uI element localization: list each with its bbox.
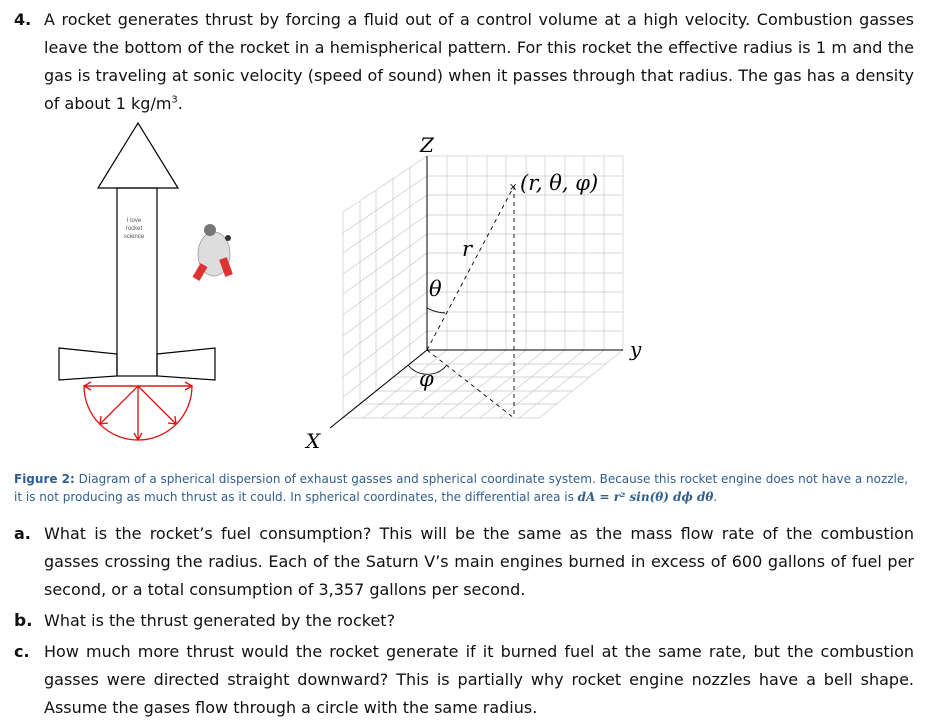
question-list [14,520,914,725]
question-c-text: How much more thrust would the rocket generate if it burned fuel at the same rate, but the combustion gasses were directed straight downward? This is partially why rocket engine nozzles have a bell shape. Assume the gases flow through a circle with the same radius. [44,642,914,717]
question-a [14,520,914,604]
caption-end: . [713,490,718,504]
question-b-text: What is the thrust generated by the rocket? [44,611,396,630]
exhaust-hemisphere [84,382,192,440]
grid-left-wall [343,156,427,418]
question-b-letter: b. [14,611,33,631]
rocket-label-line-1: I love [126,218,142,224]
caption-formula: dA = r² sin(θ) dϕ dθ [577,490,714,504]
phi-label: φ [419,367,434,391]
question-c-letter: c. [14,642,30,661]
question-a-text: What is the rocket’s fuel consumption? This will be the same as the mass flow rate of the combustion gasses crossing the radius. Each of the Saturn V’s main engines burned in excess of 600 gallons of fuel per second, or a total consumption of 3,357 gallons per second. [44,524,914,599]
theta-label: θ [429,277,442,301]
rocket-drawing [59,123,215,380]
point-marker: × [509,182,518,193]
density-exponent: 3 [171,94,178,106]
rocket-right-fin [157,348,215,380]
coordinate-grid [343,156,623,418]
rocket-body [117,188,157,376]
position-vector [427,186,514,418]
x-axis-label: X [306,429,321,453]
exhaust-arrow-4 [138,386,176,424]
rocket-label-line-2: rocket [125,226,143,232]
rocket-label-line-3: science [123,234,145,240]
y-axis-label: y [630,337,642,361]
z-axis-label: Z [420,133,434,157]
question-b [14,607,914,635]
point-label: (r, θ, φ) [520,171,599,195]
projection-line [427,350,514,418]
problem-statement [14,6,914,118]
rocket-left-fin [59,348,117,380]
r-label: r [462,237,473,261]
rocket-nose [98,123,178,188]
problem-text-block [44,6,914,118]
astronaut-icon [193,224,233,281]
figure-caption [14,470,914,506]
question-c [14,638,914,722]
problem-number: 4. [14,10,32,29]
exhaust-arrow-3 [100,386,138,424]
question-a-letter: a. [14,524,31,543]
caption-label: Figure 2: [14,472,75,486]
problem-text: A rocket generates thrust by forcing a fluid out of a control volume at a high velocity. Combustion gasses leave the bottom of the rocket in a hemispherical pattern. For this rocket the effective radius is 1 m and the gas is traveling at sonic velocity (speed of sound) when it passes through that radius. The gas has a density of about 1 kg/m [44,10,914,113]
caption-text: Diagram of a spherical dispersion of exhaust gasses and spherical coordinate system. Because this rocket engine does not have a nozzle, it is not producing as much thrust as it could. In spherical coordinates, the differential area is [14,472,909,504]
figure-diagram [0,118,928,463]
x-axis [330,350,427,428]
r-vector [427,186,514,350]
problem-text-end: . [177,94,183,113]
